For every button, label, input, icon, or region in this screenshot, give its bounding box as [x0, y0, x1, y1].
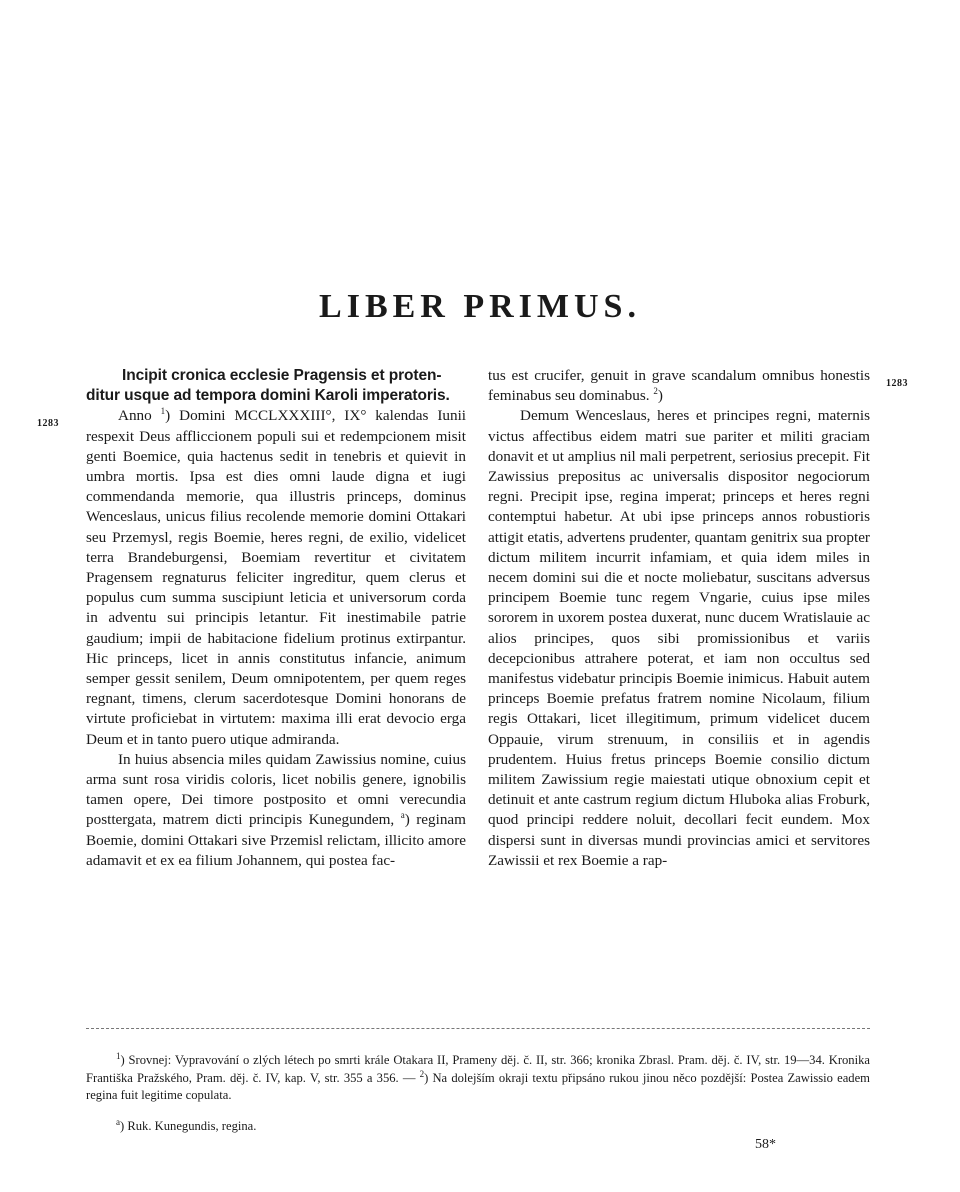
chronicle-heading: [86, 366, 466, 406]
footnote-text: ) Ruk. Kunegundis, regina.: [120, 1119, 257, 1133]
text-run: ): [657, 387, 663, 405]
footnote-text: ) Srovnej: Vypravování o zlých létech po smrti krále Otakara II, Prameny děj. č. II, str. 366; kronika Zbrasl. Pram. děj. č. IV, str. 19—34. Kronika Františka Pražského, Pram. děj. č. IV, kap. V, str. 355 a 356. —: [86, 1053, 870, 1085]
left-paragraph-2: [86, 750, 466, 871]
text-run: tus est crucifer, genuit in grave scandalum omnibus honestis feminabus seu dominabus.: [488, 367, 870, 405]
sheet-signature: 58*: [755, 1137, 776, 1152]
footnote-mark-a: a: [116, 1116, 120, 1127]
footnote-ref-a: a: [400, 810, 405, 821]
left-paragraph-1: [86, 406, 466, 749]
footnote-mark-2: 2: [419, 1068, 425, 1079]
footnote-1-2: [86, 1052, 870, 1105]
text-run: ) Domini MCCLXXXIII°, IX° kalendas Iunii respexit Deus affliccionem populi sui et redempcionem misit genti Boemice, quia hactenus sedit in tenebris et quievit in umbra mortis. Ipsa est dies omni laude digna et iugi commendanda memorie, qua illustris princeps, dominus Wenceslaus, unicus filius recolende memorie domini Ottakari seu Przemysl, regis Boemie, heres regni, de exilio, videlicet terra Brandeburgensi, Boemiam revertitur et civitatem Pragensem regnaturus feliciter ingreditur, quem clerus et populus cum summa suscipiunt leticia et universorum corda in adventu sui principis letantur. Fit inestimabile patrie gaudium; impii de habitacione fidelium protinus extirpantur. Hic princeps, licet in annis constitutus infancie, animum semper gessit senilem, Deum omnipotentem, per quem reges regnant, timens, clerum sacerdotesque Domini honorans de virtute proficiebat in virtutem: maxima illi erat devocio erga Deum et in tanto puero utique admiranda.: [86, 407, 467, 748]
footnote-text: ) Na dolejším okraji textu připsáno rukou jinou něco pozdější: Postea Zawissio eadem regina fuit legitime copulata.: [86, 1070, 870, 1102]
text-run: In huius absencia miles quidam Zawissius nomine, cuius arma sunt rosa viridis coloris, licet nobilis genere, ignobilis tamen opere, Dei timore postposito et omni verecundia posttergata, matrem dicti principis Kunegundem,: [86, 750, 466, 829]
footnote-divider: [86, 1028, 870, 1029]
footnote-ref-1: 1: [160, 406, 166, 417]
margin-year-left: 1283: [37, 418, 59, 429]
right-paragraph-2: Demum Wenceslaus, heres et principes regni, maternis victus affectibus eidem matri sue pariter et militi graciam donavit et ut amplius nil mali perpetrent, seriosius precepit. Fit Zawissius prepositus ac universalis dispositor negociorum regni. Precipit ipse, regina imperat; princeps et heres regni contemptui habetur. At ubi ipse princeps annos robustioris attigit etatis, advertens prudenter, quantam genitrix sua propter dictum militem incurrit infamiam, et quia idem miles in necem domini sui die et nocte moliebatur, suscitans adversus principem Boemie tunc regem Vngarie, cuius ipse miles sororem in uxorem postea duxerat, nunc ducem Wratislauie ac alios principes, quos sibi promissionibus et variis decepcionibus attrahere poterat, et iam non occultus sed manifestus videbatur principis Boemie inimicus. Habuit autem princeps Boemie prefatus fratrem nomine Nicolaum, filium regis Ottakari, licet illegitimum, primum videlicet ducem Oppauie, virum strenuum, in consiliis et in agendis prudentem. Huius fretus princeps Boemie consilio dictum militem Zawissium regie maiestati utique obnoxium cepit et detinuit et ante castrum regium dictum Hluboka alias Froburk, quod principi reddere noluit, decollari fecit eundem. Mox dispersi sunt in diversas mundi provincias amici et servitores Zawissii et rex Boemie a rap-: [488, 407, 870, 869]
footnote-ref-2: 2: [653, 386, 658, 397]
heading-line-2: ditur usque ad tempora domini Karoli imperatoris.: [86, 387, 450, 405]
left-column: [86, 366, 466, 871]
text-run: ) reginam Boemie, domini Ottakari sive Przemisl relictam, illicito amore adamavit et ex ea filium Johannem, qui postea fac-: [86, 811, 466, 869]
right-column: [488, 366, 870, 871]
footnote-mark-1: 1: [116, 1050, 121, 1061]
right-paragraph-1: [488, 366, 870, 406]
footnote-a: [86, 1118, 870, 1136]
heading-line-1: Incipit cronica ecclesie Pragensis et proten-: [122, 367, 442, 384]
text-run: Anno: [118, 407, 161, 425]
footnotes-lettered: [86, 1118, 870, 1136]
margin-year-right: 1283: [886, 378, 908, 389]
book-title: LIBER PRIMUS.: [319, 288, 641, 325]
footnotes-numbered: [86, 1052, 870, 1105]
